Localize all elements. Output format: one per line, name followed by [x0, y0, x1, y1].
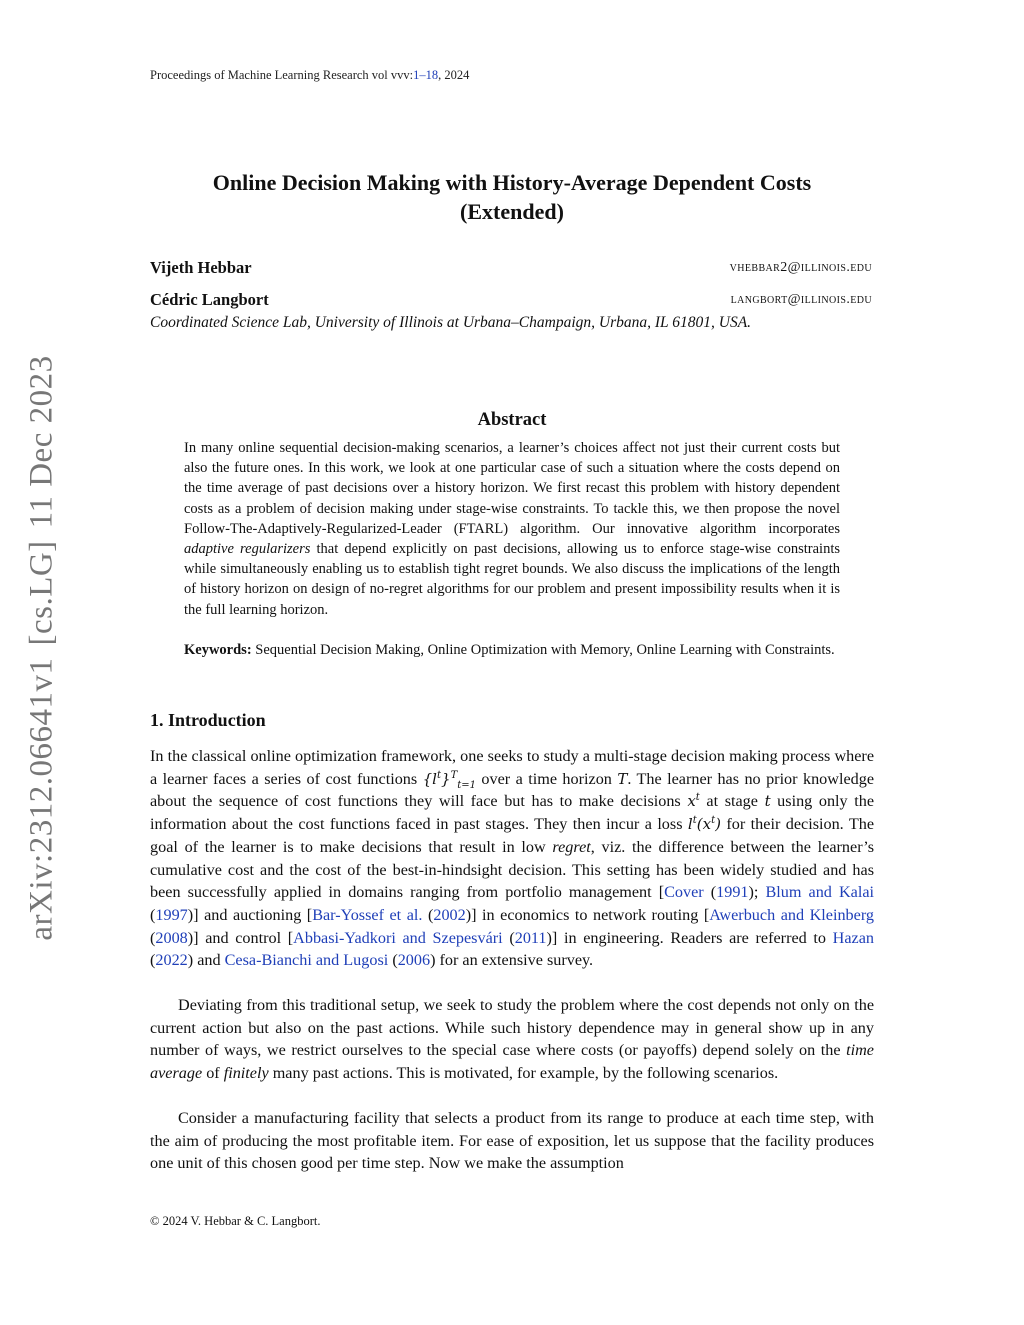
intro-paragraph-3: Consider a manufacturing facility that selects a product from its range to produce at each time step, with the aim of producing the most profitable item. For ease of exposition, let us suppose that the facility produces one unit of this chosen good per time step. Now we make the assumption: [150, 1109, 874, 1173]
citation-cesa-bianchi[interactable]: Cesa-Bianchi and Lugosi: [224, 951, 389, 970]
running-header: Proceedings of Machine Learning Research vol vvv:1–18, 2024: [150, 68, 470, 82]
title-line-1: Online Decision Making with History-Average Dependent Costs: [212, 170, 812, 195]
citation-bar-yossef[interactable]: Bar-Yossef et al.: [312, 905, 423, 924]
copyright-footer: © 2024 V. Hebbar & C. Langbort.: [150, 1214, 321, 1228]
author-name-2: Cédric Langbort: [150, 290, 269, 309]
intro-paragraph-2: Deviating from this traditional setup, we seek to study the problem where the cost depends not only on the current action but also on the past actions. While such history dependence may in general show up in any number of ways, we restrict ourselves to the special case where costs (or payoffs) depend solely on the time average of finitely many past actions. This is motivated, for example, by the following scenarios.: [150, 996, 874, 1083]
cost-sequence-math: $\{l^t\}^T_{t=1}$: [422, 769, 476, 791]
citation-cover[interactable]: Cover: [664, 883, 704, 902]
abstract-body: In many online sequential decision-making scenarios, a learner’s choices affect not just their current costs but also the future ones. In this work, we look at one particular case of such a situation where the costs depend on the time average of past decisions over a history horizon. We first recast this problem with history dependent costs as a problem of decision making under stage-wise constraints. To tackle this, we then propose the novel Follow-The-Adaptively-Regularized-Leader (FTARL) algorithm. Our innovative algorithm incorporates adaptive regularizers that depend explicitly on past decisions, allowing us to enforce stage-wise constraints while simultaneously enabling us to establish tight regret bounds. We also discuss the implications of the length of history horizon on design of no-regret algorithms for our problem and present impossibility results when it is the full learning horizon.: [184, 440, 840, 618]
citation-cover-year[interactable]: 1991: [716, 883, 749, 902]
citation-blum-kalai[interactable]: Blum and Kalai: [765, 883, 875, 902]
title-line-2: (Extended): [460, 199, 564, 224]
citation-awerbuch-kleinberg-year[interactable]: 2008: [155, 928, 188, 947]
paper-title: [150, 168, 874, 226]
arxiv-category: [cs.LG]: [23, 540, 60, 646]
citation-awerbuch-kleinberg[interactable]: Awerbuch and Kleinberg: [709, 905, 875, 924]
citation-bar-yossef-year[interactable]: 2002: [433, 905, 466, 924]
affiliation: Coordinated Science Lab, University of Illinois at Urbana–Champaign, Urbana, IL 61801, USA.: [150, 314, 752, 331]
keywords-label: Keywords:: [184, 642, 252, 658]
citation-hazan[interactable]: Hazan: [832, 928, 875, 947]
intro-paragraph-1: In the classical online optimization framework, one seeks to study a multi-stage decision making process where a learner faces a series of cost functions $\{l^t\}^T_{t=1}$ over a time horizon T. The learner has no prior knowledge about the sequence of cost functions they will face but has to make decisions $x^t$ at stage t using only the information about the cost functions faced in past stages. They then incur a loss $l^t(x^t)$ for their decision. The goal of the learner is to make decisions that result in low regret, viz. the difference between the learner’s cumulative cost and the cost of the best-in-hindsight decision. This setting has been widely studied and has been successfully applied in domains ranging from portfolio management [Cover (1991); Blum and Kalai (1997)] and auctioning [Bar-Yossef et al. (2002)] in economics to network routing [Awerbuch and Kleinberg (2008)] and control [Abbasi-Yadkori and Szepesvári (2011)] in engineering. Readers are referred to Hazan (2022) and Cesa-Bianchi and Lugosi (2006) for an extensive survey.: [150, 747, 875, 970]
citation-abbasi-yadkori[interactable]: Abbasi-Yadkori and Szepesvári: [293, 928, 503, 947]
section-heading-introduction: 1. Introduction: [150, 710, 266, 730]
citation-hazan-year[interactable]: 2022: [155, 951, 188, 970]
author-email-1[interactable]: vhebbar2@illinois.edu: [729, 260, 872, 275]
citation-blum-kalai-year[interactable]: 1997: [155, 905, 188, 924]
citation-cesa-bianchi-year[interactable]: 2006: [397, 951, 431, 970]
abstract-heading: Abstract: [477, 410, 547, 430]
author-name-1: Vijeth Hebbar: [150, 258, 252, 277]
author-email-2[interactable]: langbort@illinois.edu: [730, 292, 872, 307]
arxiv-id: arXiv:2312.06641v1: [23, 657, 60, 941]
citation-abbasi-yadkori-year[interactable]: 2011: [514, 928, 547, 947]
keywords: Keywords: Sequential Decision Making, Online Optimization with Memory, Online Learning with Constraints.: [184, 642, 835, 658]
arxiv-stamp: [24, 349, 61, 946]
arxiv-date: 11 Dec 2023: [23, 355, 60, 529]
page-range-link[interactable]: 1–18: [413, 68, 439, 82]
